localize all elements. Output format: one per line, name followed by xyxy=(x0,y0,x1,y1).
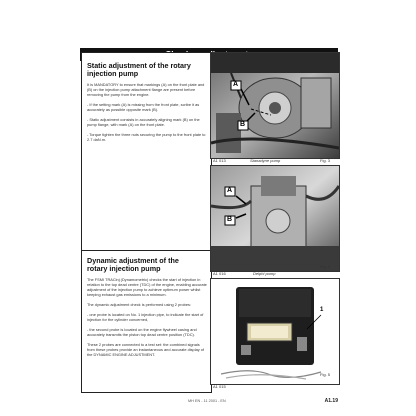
fig3-label: Fig. 3 xyxy=(320,158,331,163)
fig3-marker-a: A xyxy=(233,81,239,88)
fig4-ref: A1 016 xyxy=(213,271,226,276)
static-heading-line2: injection pump xyxy=(87,69,139,78)
dynamic-bullet-2: - the second probe is located on the engine flywheel casing and accurately transmits the piston top dead centre position (TDC). xyxy=(87,327,197,337)
fig4-label: Fig. 4 xyxy=(320,264,331,269)
static-paragraph: It is MANDATORY to ensure that markings (A) on the front plate and (B) on the injection pump attachment flange are present before removing the pump from the engine. xyxy=(87,82,205,97)
figure-5-photo xyxy=(210,278,340,385)
figure-3-photo xyxy=(210,52,340,159)
dynamic-paragraph-2: The dynamic adjustment check is performed using 2 probes: xyxy=(87,302,192,307)
fig3-ref: A1 013 xyxy=(213,158,226,163)
dynamic-adjustment-panel xyxy=(81,250,212,393)
dynamic-paragraph-1: The FSMI TRACinj (Dynamometric) checks the start of injection in relation to the top dead centre (TDC) of the engine, enabling accurate adjustment of the injection pump to achieve optimum power whilst keeping exhaust gas emissions to a minimum. xyxy=(87,277,207,297)
fig3-caption: Stanadyne pump xyxy=(250,158,281,163)
fig5-label: Fig. 5 xyxy=(320,372,331,377)
dynamic-heading-line2: rotary injection pump xyxy=(87,264,161,273)
static-adjustment-panel xyxy=(81,52,212,252)
static-bullet-2: - Static adjustment consists in accurately aligning mark (B) on the pump flange, with mark (A) on the front plate. xyxy=(87,117,200,127)
fig5-ref: A1 015 xyxy=(213,384,226,389)
page-number: A1.19 xyxy=(324,398,338,404)
static-bullet-1: - If the setting mark (A) is missing from the front plate, scribe it as accurately as possible opposite mark (B). xyxy=(87,102,200,112)
footer-code: MH EN - 11 2001 - EN xyxy=(188,399,226,403)
fig4-marker-b: B xyxy=(227,216,233,223)
dynamic-paragraph-3: These 2 probes are connected to a test set: the combined signals from these probes provide an instantaneous and accurate display of the DYNAMIC ENGINE ADJUSTMENT. xyxy=(87,342,205,357)
static-bullet-3: - Torque tighten the three nuts securing the pump to the front plate to 2.7 daN.m. xyxy=(87,132,206,142)
dynamic-bullet-1: - one probe is located on No. 1 injection pipe, to indicate the start of injection for the cylinder concerned, xyxy=(87,312,204,322)
fig3-marker-b: B xyxy=(240,121,246,128)
fig4-marker-a: A xyxy=(227,187,233,194)
figure-4-photo xyxy=(210,165,340,272)
fig5-callout: 1 xyxy=(320,307,324,313)
fig4-caption: Delphi pump xyxy=(253,271,276,276)
dynamic-heading-line1: Dynamic adjustment of the xyxy=(87,256,179,265)
static-heading-line1: Static adjustment of the rotary xyxy=(87,61,191,70)
